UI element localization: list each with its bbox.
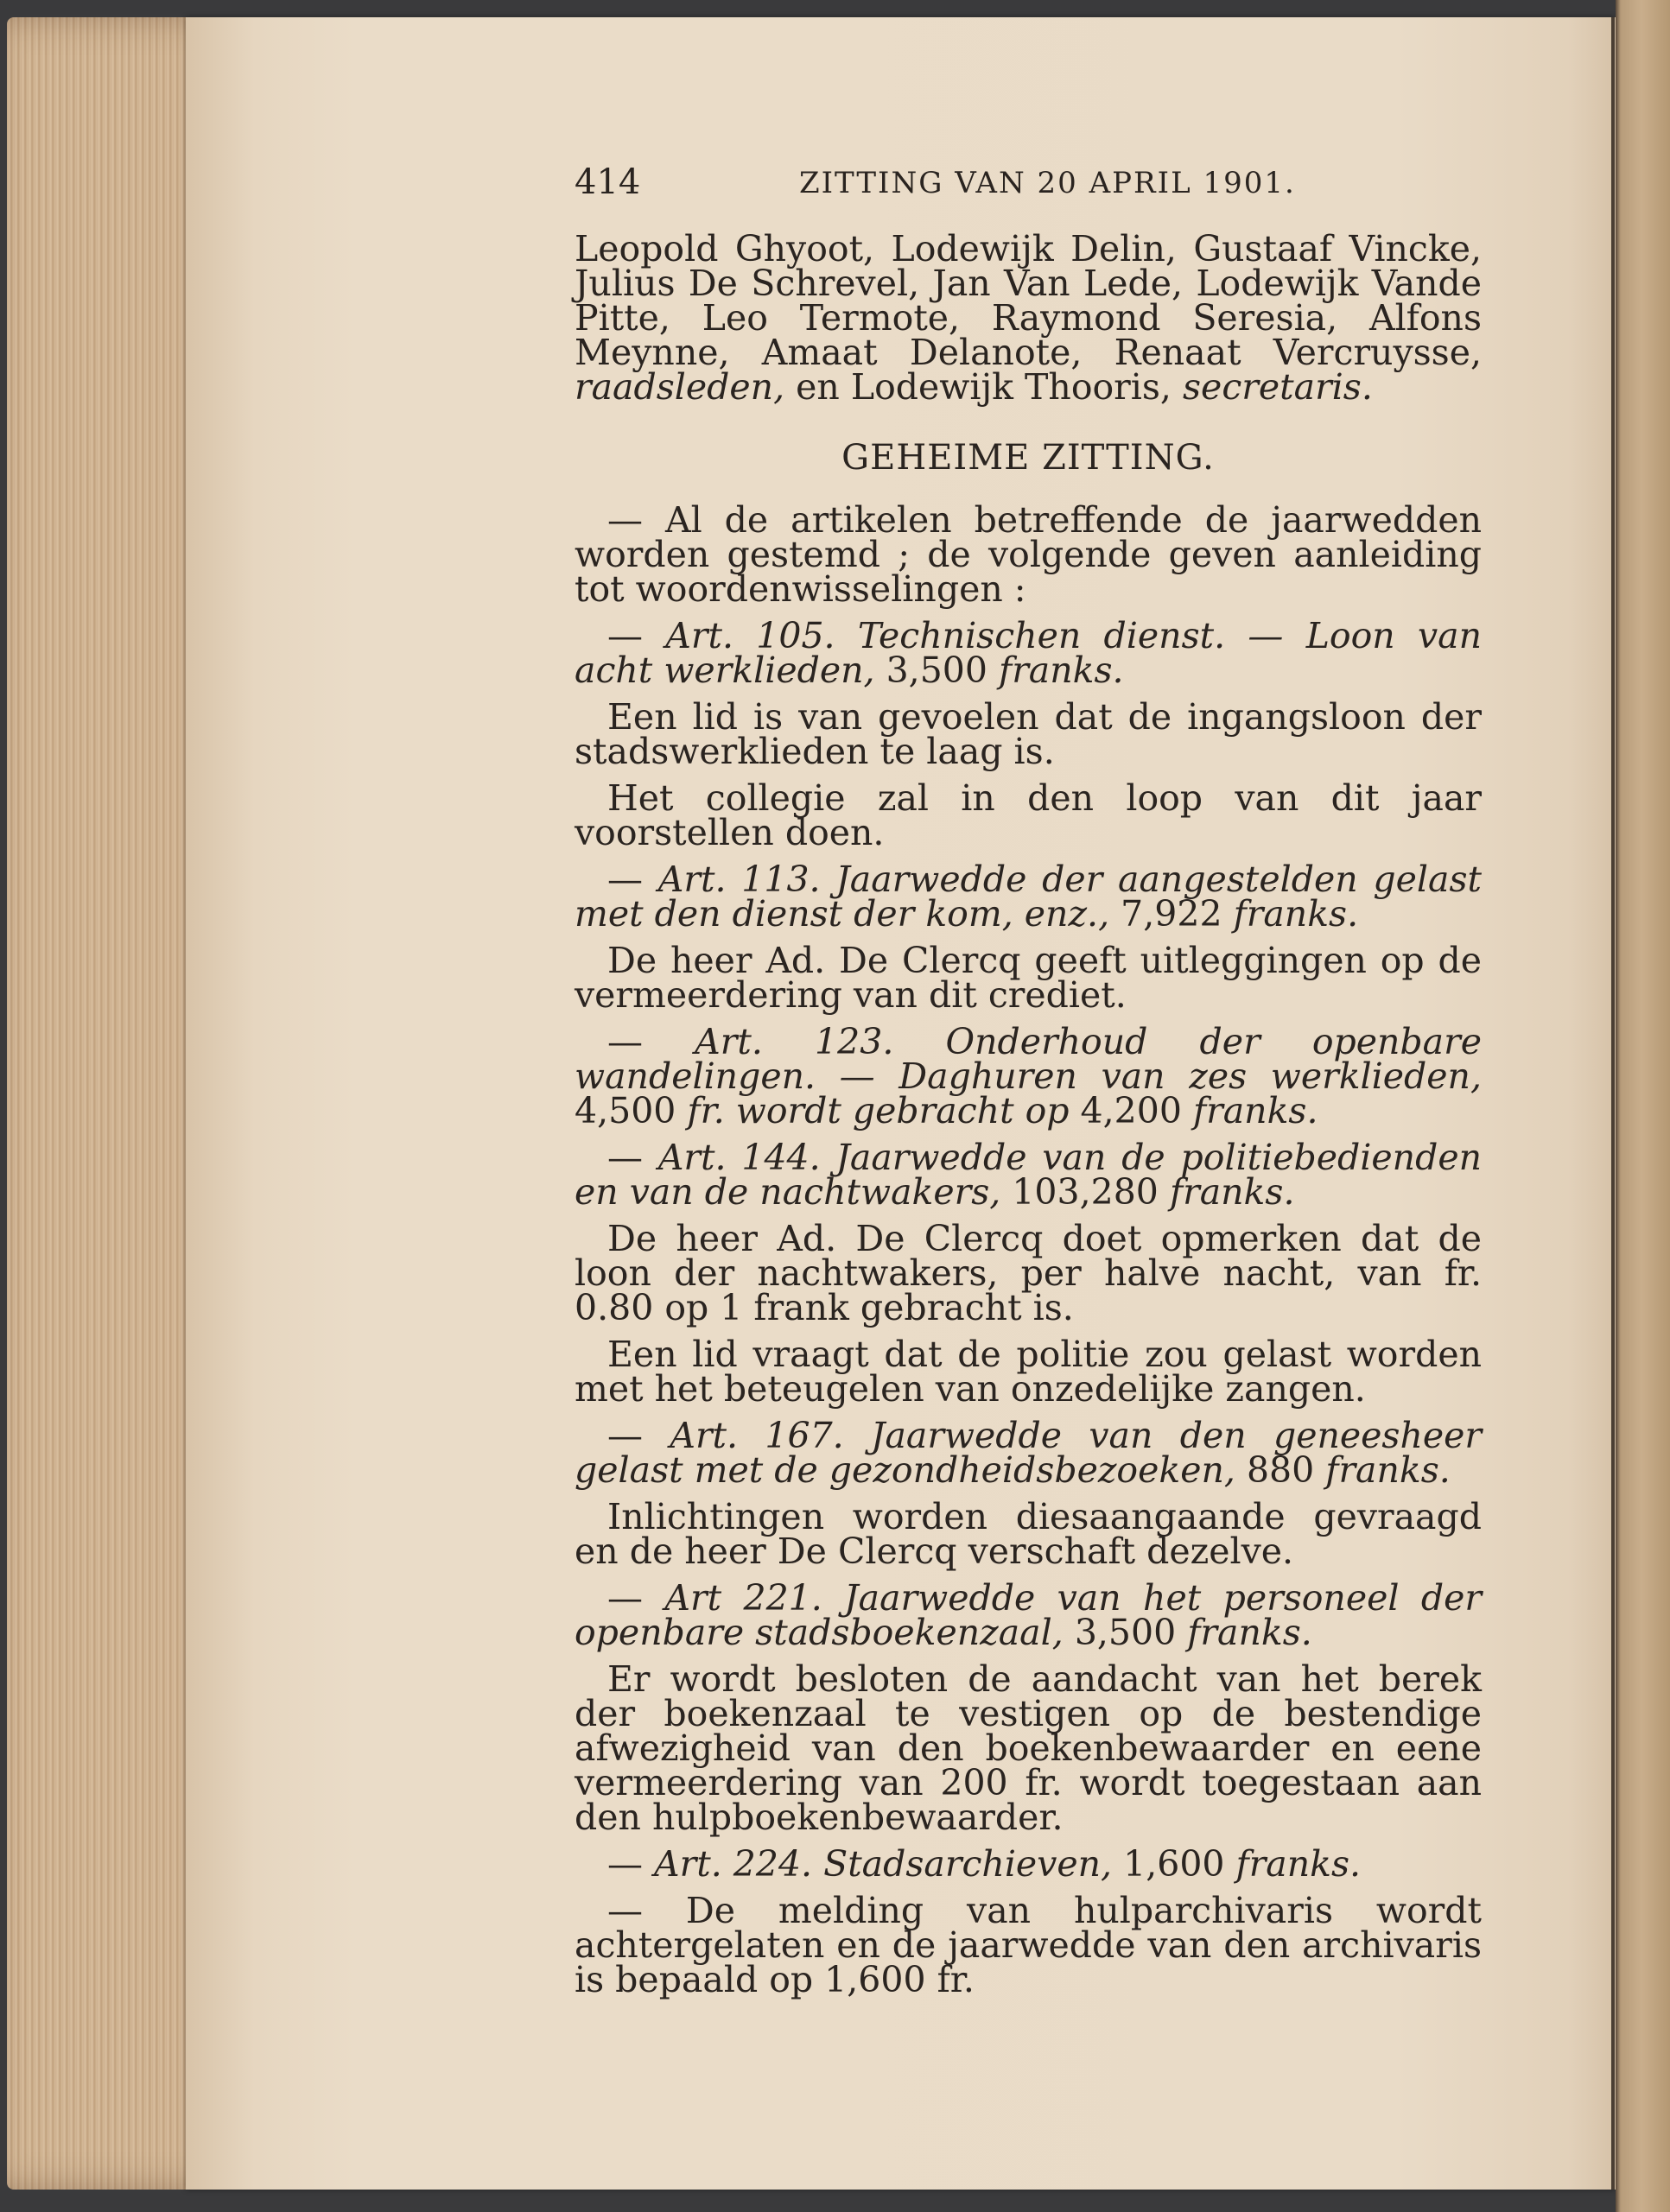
article-entry: — Art. 224. Stadsarchieven, 1,600 franks.: [607, 1843, 1362, 1885]
section-heading: GEHEIME ZITTING.: [841, 438, 1215, 478]
paragraph: Het collegie zal in den loop van dit jaar voorstellen doen.: [575, 777, 1482, 853]
article-entry: — Art. 123. Onderhoud der openbare wandelingen. — Daghuren van zes werklieden, 4,500 fr. wordt gebracht op 4,200 franks.: [575, 1021, 1482, 1131]
article-entry: — Art. 167. Jaarwedde van den geneesheer gelast met de gezondheidsbezoeken, 880 franks.: [575, 1415, 1482, 1491]
paragraph: — Al de artikelen betreffende de jaarwedden worden gestemd ; de volgende geven aanleiding tot woordenwisselingen :: [575, 499, 1482, 610]
paragraph-attendees: Leopold Ghyoot, Lodewijk Delin, Gustaaf Vincke, Julius De Schrevel, Jan Van Lede, Lodewijk Vande Pitte, Leo Termote, Raymond Seresia, Alfons Meynne, Amaat Delanote, Renaat Vercruysse, raadsleden, en Lodewijk Thooris, secretaris.: [575, 228, 1482, 408]
paragraph: Inlichtingen worden diesaangaande gevraagd en de heer De Clercq verschaft dezelve.: [575, 1496, 1482, 1572]
article-entry: — Art. 113. Jaarwedde der aangestelden gelast met den dienst der kom, enz., 7,922 franks.: [575, 859, 1482, 935]
page-number: 414: [575, 162, 641, 202]
running-title: ZITTING VAN 20 APRIL 1901.: [799, 166, 1296, 200]
gutter: [1611, 17, 1615, 2190]
paragraph: Er wordt besloten de aandacht van het berek der boekenzaal te vestigen op de bestendige afwezigheid van den boekenbewaarder en eene vermeerdering van 200 fr. wordt toegestaan aan den hulpboekenbewaarder.: [575, 1658, 1482, 1838]
paragraph: Een lid is van gevoelen dat de ingangsloon der stadswerklieden te laag is.: [575, 696, 1482, 772]
article-entry: — Art. 105. Technischen dienst. — Loon van acht werklieden, 3,500 franks.: [575, 615, 1482, 691]
paragraph: Een lid vraagt dat de politie zou gelast worden met het beteugelen van onzedelijke zangen.: [575, 1334, 1482, 1410]
paragraph: De heer Ad. De Clercq geeft uitleggingen op de vermeerdering van dit crediet.: [575, 940, 1482, 1016]
paragraph: De heer Ad. De Clercq doet opmerken dat de loon der nachtwakers, per halve nacht, van fr. 0.80 op 1 frank gebracht is.: [575, 1218, 1482, 1328]
paragraph: — De melding van hulparchivaris wordt achtergelaten en de jaarwedde van den archivaris is bepaald op 1,600 fr.: [575, 1890, 1482, 2000]
article-entry: — Art. 144. Jaarwedde van de politiebedienden en van de nachtwakers, 103,280 franks.: [575, 1137, 1482, 1213]
next-page-edge: [1616, 0, 1670, 2212]
article-entry: — Art 221. Jaarwedde van het personeel der openbare stadsboekenzaal, 3,500 franks.: [575, 1577, 1482, 1653]
body-text: [575, 155, 1482, 2009]
